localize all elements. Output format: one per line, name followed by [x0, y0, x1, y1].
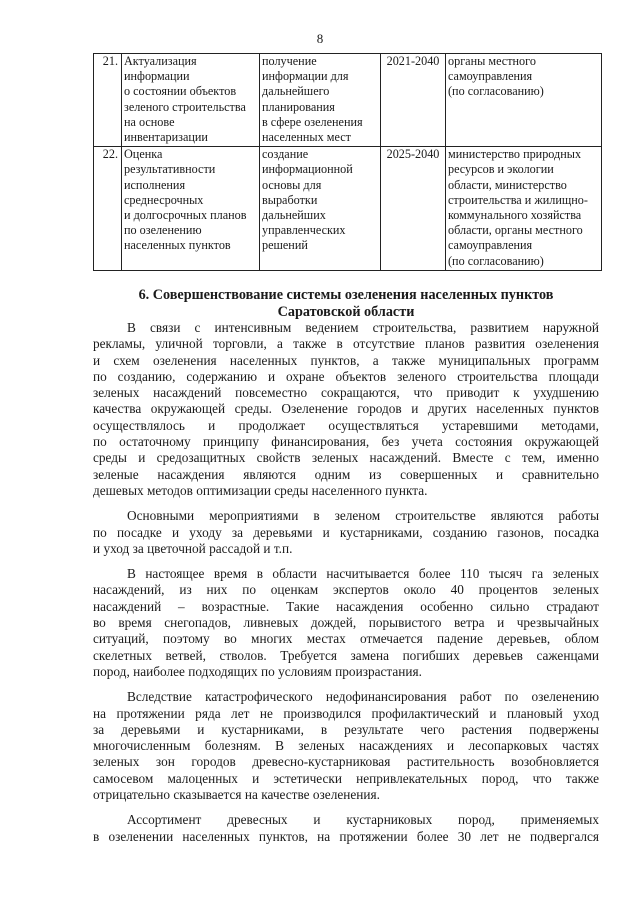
- heading-line: Саратовской области: [277, 303, 415, 320]
- measure-name: [122, 54, 260, 147]
- expected-result-line: основы для: [262, 177, 322, 192]
- paragraph-line: рекламы, уличной торговли, а также в отсутствие планов развития озеленения: [93, 336, 599, 352]
- measure-name-line: и долгосрочных планов: [124, 208, 247, 223]
- executors: [446, 54, 602, 147]
- expected-result-line: информации для: [262, 69, 349, 84]
- expected-result: [260, 147, 381, 271]
- expected-result-line: населенных мест: [262, 130, 351, 145]
- paragraph-line: осуществлялось и продолжает осуществляться устаревшими методами,: [93, 417, 599, 433]
- paragraph-line: качества окружающей среды. Озеленение городов и других населенных пунктов: [93, 401, 599, 417]
- expected-result-line: в сфере озеленения: [262, 114, 363, 129]
- expected-result-line: информационной: [262, 162, 353, 177]
- executors-line: министерство природных: [448, 147, 582, 162]
- measure-name-line: среднесрочных: [124, 192, 204, 207]
- row-number: 21.: [94, 54, 122, 147]
- executors-line: области, министерство: [448, 177, 567, 192]
- measure-name-line: населенных пунктов: [124, 238, 231, 253]
- paragraph-line: по остаточному принципу финансирования, без учета состояния окружающей: [93, 434, 599, 450]
- executors-line: (по согласованию): [448, 253, 544, 268]
- expected-result-line: создание: [262, 147, 309, 162]
- executors-line: коммунального хозяйства: [448, 208, 582, 223]
- paragraph-line: в озеленении населенных пунктов, на протяжении более 30 лет не подвергался: [93, 828, 599, 844]
- paragraph-line: насаждений – возрастные. Такие насаждения особенно сильно страдают: [93, 598, 599, 614]
- table-row: [94, 147, 602, 271]
- paragraph-line: за деревьями и кустарниками, в результате чего растения подвержены: [93, 721, 599, 737]
- paragraph-line: на протяжении ряда лет не производился профилактический и плановый уход: [93, 705, 599, 721]
- executors: [446, 147, 602, 271]
- measure-name-line: инвентаризации: [124, 130, 208, 145]
- page-number: 8: [316, 31, 324, 46]
- measure-name-line: Оценка: [124, 147, 163, 162]
- paragraph-line: во время снегопадов, ливневых дождей, порывистого ветра и чрезвычайных: [93, 615, 599, 631]
- executors-line: строительства и жилищно-: [448, 192, 588, 207]
- paragraph-line: зеленых насаждений повсеместно сокращаются, что приводит к ухудшению: [93, 385, 599, 401]
- paragraph-line: зеленые насаждения являются одним из совершенных и сравнительно: [93, 466, 599, 482]
- expected-result-line: дальнейшего: [262, 84, 330, 99]
- measure-name-line: Актуализация: [124, 54, 197, 68]
- measure-name-line: по озеленению: [124, 223, 202, 238]
- section-6: [93, 287, 599, 845]
- expected-result-line: получение: [262, 54, 317, 68]
- measure-name-line: исполнения: [124, 177, 186, 192]
- term: 2021-2040: [381, 54, 446, 147]
- paragraph-line: дешевых методов оптимизации среды населенного пункта.: [93, 482, 428, 498]
- paragraph-line: и уход за цветочной рассадой и т.п.: [93, 540, 293, 556]
- paragraph-line: зеленых зон городов древесно-кустарниковая растительность возобновляется: [93, 754, 599, 770]
- executors-line: области, органы местного: [448, 223, 583, 238]
- paragraph-line: по созданию, содержанию и охране объектов зеленого строительства площади: [93, 368, 599, 384]
- paragraph-line: ситуаций, поэтому во многих местах отмечается падение деревьев, облом: [93, 631, 599, 647]
- executors-line: самоуправления: [448, 69, 533, 84]
- measure-name-line: на основе: [124, 114, 175, 129]
- paragraph-line: Вследствие катастрофического недофинансирования работ по озеленению: [127, 689, 599, 705]
- expected-result-line: дальнейших: [262, 208, 326, 223]
- measure-name: [122, 147, 260, 271]
- row-number: 22.: [94, 147, 122, 271]
- expected-result-line: планирования: [262, 99, 335, 114]
- measure-name-line: результативности: [124, 162, 216, 177]
- paragraph-line: пород, наиболее подходящих по условиям произрастания.: [93, 663, 422, 679]
- expected-result-line: выработки: [262, 192, 318, 207]
- expected-result-line: решений: [262, 238, 308, 253]
- table-row: [94, 54, 602, 147]
- measure-name-line: о состоянии объектов: [124, 84, 237, 99]
- paragraph-line: Основными мероприятиями в зеленом строительстве являются работы: [127, 508, 599, 524]
- paragraph-line: самосевом малоценных и эстетически непривлекательных пород, что также: [93, 770, 599, 786]
- measures-table: [93, 53, 602, 271]
- section-body: [93, 320, 599, 845]
- paragraph-line: насаждений, из них по оценкам экспертов около 40 процентов зеленых: [93, 582, 599, 598]
- paragraph-line: Ассортимент древесных и кустарниковых пород, применяемых: [127, 812, 599, 828]
- paragraph: [93, 689, 599, 803]
- heading-line: 6. Совершенствование системы озеленения населенных пунктов: [138, 287, 554, 303]
- paragraph-line: по посадке и уходу за деревьями и кустарниками, созданию газонов, посадка: [93, 524, 599, 540]
- term: 2025-2040: [381, 147, 446, 271]
- section-heading: [93, 287, 599, 320]
- executors-line: органы местного: [448, 54, 536, 68]
- executors-line: (по согласованию): [448, 84, 544, 99]
- measure-name-line: информации: [124, 69, 190, 84]
- paragraph-line: и схем озеленения населенных пунктов, а также муниципальных программ: [93, 352, 599, 368]
- paragraph-line: В настоящее время в области насчитывается более 110 тысяч га зеленых: [127, 566, 599, 582]
- paragraph-line: многочисленным болезням. В зеленых насаждениях и лесопарковых частях: [93, 738, 599, 754]
- paragraph: [93, 320, 599, 499]
- paragraph: [93, 508, 599, 557]
- expected-result-line: управленческих: [262, 223, 346, 238]
- paragraph: [93, 566, 599, 680]
- measure-name-line: зеленого строительства: [124, 99, 246, 114]
- paragraph-line: отрицательно сказывается на качестве озеленения.: [93, 787, 380, 803]
- executors-line: ресурсов и экологии: [448, 162, 554, 177]
- paragraph-line: среды и средозащитных свойств зеленых насаждений. Вместе с тем, именно: [93, 450, 599, 466]
- paragraph: [93, 812, 599, 845]
- paragraph-line: В связи с интенсивным ведением строительства, развитием наружной: [127, 320, 599, 335]
- paragraph-line: скелетных ветвей, стволов. Требуется замена погибших деревьев саженцами: [93, 647, 599, 663]
- executors-line: самоуправления: [448, 238, 533, 253]
- expected-result: [260, 54, 381, 147]
